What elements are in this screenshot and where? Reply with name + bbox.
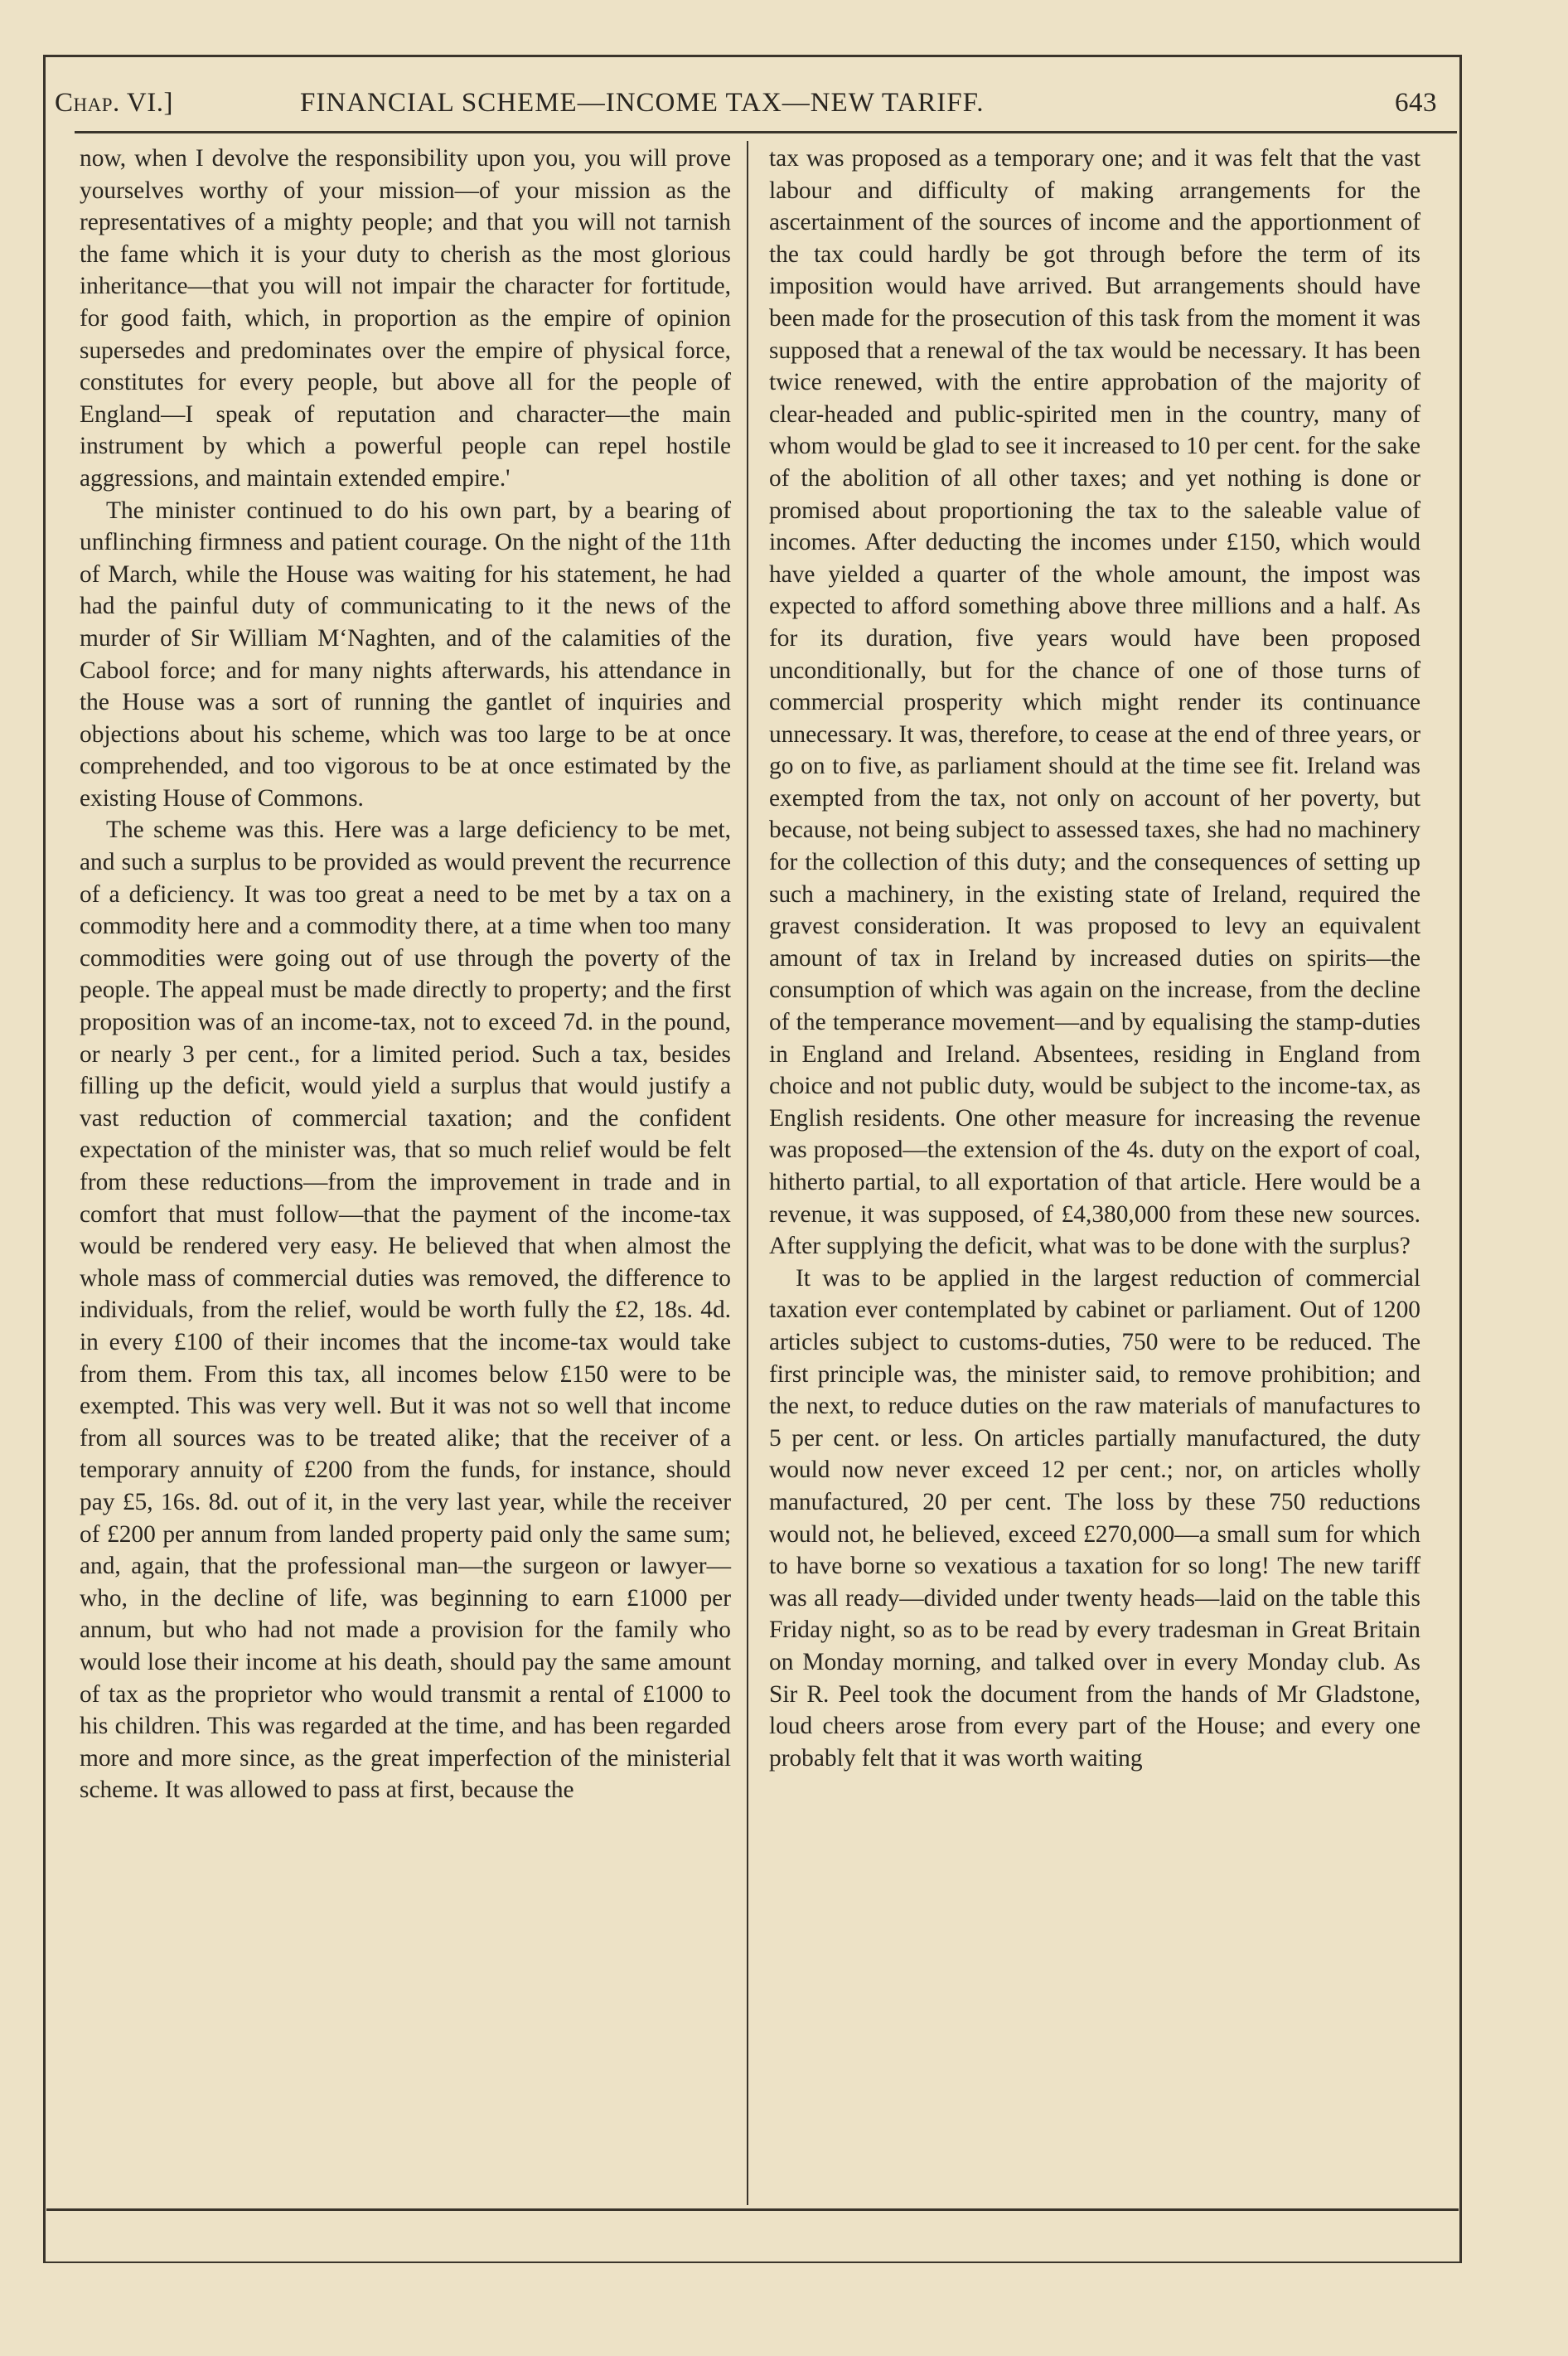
paragraph: The scheme was this. Here was a large deficiency to be met, and such a surplus to be provided as would prevent the recurrence of a deficiency. It was too great a need to be met by a tax on a commodity here and a commodity there, at a time when too many commodities were going out of use through the poverty of the people. The appeal must be made directly to property; and the first proposition was of an income-tax, not to exceed 7d. in the pound, or nearly 3 per cent., for a limited period. Such a tax, besides filling up the deficit, would yield a surplus that would justify a vast reduction of commercial taxation; and the confident expectation of the minister was, that so much relief would be felt from these reductions—from the improvement in trade and in comfort that must follow—that the payment of the income-tax would be rendered very easy. He believed that when almost the whole mass of commercial duties was removed, the difference to individuals, from the relief, would be worth fully the £2, 18s. 4d. in every £100 of their incomes that the income-tax would take from them. From this tax, all incomes below £150 were to be exempted. This was very well. But it was not so well that income from all sources was to be treated alike; that the receiver of a temporary annuity of £200 from the funds, for instance, should pay £5, 16s. 8d. out of it, in the very last year, while the receiver of £200 per annum from landed property paid only the same sum; and, again, that the professional man—the surgeon or lawyer—who, in the decline of life, was beginning to earn £1000 per annum, but who had not made a provision for the family who would lose their income at his death, should pay the same amount of tax as the proprietor who would transmit a rental of £1000 to his children. This was regarded at the time, and has been regarded more and more since, as the great imperfection of the ministerial scheme. It was allowed to pass at first, because the — [80, 817, 731, 1804]
left-column — [80, 143, 731, 1806]
paragraph: It was to be applied in the largest reduction of commercial taxation ever contemplated by cabinet or parliament. Out of 1200 articles subject to customs-duties, 750 were to be reduced. The first principle was, the minister said, to remove prohibition; and the next, to reduce duties on the raw materials of manufactures to 5 per cent. or less. On articles partially manufactured, the duty would now never exceed 12 per cent.; nor, on articles wholly manufactured, 20 per cent. The loss by these 750 reductions would not, he believed, exceed £270,000—a small sum for which to have borne so vexatious a taxation for so long! The new tariff was all ready—divided under twenty heads—laid on the table this Friday night, so as to be read by every tradesman in Great Britain on Monday morning, and talked over in every Monday club. As Sir R. Peel took the document from the hands of Mr Gladstone, loud cheers arose from every part of the House; and every one probably felt that it was worth waiting — [769, 1264, 1420, 1772]
column-divider — [747, 141, 748, 2205]
header-rule — [75, 131, 1457, 133]
running-header — [53, 80, 1437, 129]
running-title: FINANCIAL SCHEME—INCOME TAX—NEW TARIFF. — [300, 88, 985, 118]
page-number: 643 — [1395, 88, 1437, 118]
paragraph: The minister continued to do his own part, by a bearing of unflinching firmness and patient courage. On the night of the 11th of March, while the House was waiting for his statement, he had had the painful duty of communicating to it the news of the murder of Sir William M‘Naghten, and of the calamities of the Cabool force; and for many nights afterwards, his attendance in the House was a sort of running the gantlet of inquiries and objections about his scheme, which was too large to be at once comprehended, and too vigorous to be at once estimated by the existing House of Commons. — [80, 497, 731, 812]
bottom-rule — [46, 2208, 1459, 2211]
chapter-label: Chap. VI.] — [55, 88, 173, 118]
paragraph: tax was proposed as a temporary one; and it was felt that the vast labour and difficulty of making arrangements for the ascertainment of the sources of income and the apportionment of the tax could hardly be got through before the term of its imposition would have arrived. But arrangements should have been made for the prosecution of this task from the moment it was supposed that a renewal of the tax would be necessary. It has been twice renewed, with the entire approbation of the majority of clear-headed and public-spirited men in the country, many of whom would be glad to see it increased to 10 per cent. for the sake of the abolition of all other taxes; and yet nothing is done or promised about proportioning the tax to the saleable value of incomes. After deducting the incomes under £150, which would have yielded a quarter of the whole amount, the impost was expected to afford something above three millions and a half. As for its duration, five years would have been proposed unconditionally, but for the chance of one of those turns of commercial prosperity which might render its continuance unnecessary. It was, therefore, to cease at the end of three years, or go on to five, as parliament should at the time see fit. Ireland was exempted from the tax, not only on account of her poverty, but because, not being subject to assessed taxes, she had no machinery for the collection of this duty; and the consequences of setting up such a machinery, in the existing state of Ireland, required the gravest consideration. It was proposed to levy an equivalent amount of tax in Ireland by increased duties on spirits—the consumption of which was again on the increase, from the decline of the temperance movement—and by equalising the stamp-duties in England and Ireland. Absentees, residing in England from choice and not public duty, would be subject to the income-tax, as English residents. One other measure for increasing the revenue was proposed—the extension of the 4s. duty on the export of coal, hitherto partial, to all exportation of that article. Here would be a revenue, it was supposed, of £4,380,000 from these new sources. After supplying the deficit, what was to be done with the surplus? — [769, 145, 1420, 1260]
right-column — [769, 143, 1420, 1774]
paragraph: now, when I devolve the responsibility upon you, you will prove yourselves worthy of your mission—of your mission as the representatives of a mighty people; and that you will not tarnish the fame which it is your duty to cherish as the most glorious inheritance—that you will not impair the character for fortitude, for good faith, which, in proportion as the empire of opinion supersedes and predominates over the empire of physical force, constitutes for every people, but above all for the people of England—I speak of reputation and character—the main instrument by which a powerful people can repel hostile aggressions, and maintain extended empire.' — [80, 145, 731, 492]
